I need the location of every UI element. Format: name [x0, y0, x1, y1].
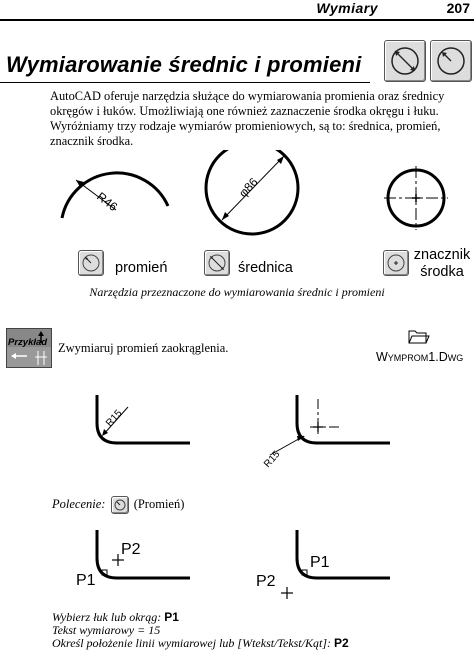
- center-mark-tool-label: [412, 247, 472, 281]
- command-prompts: [52, 611, 349, 650]
- prompt-1-text: Wybierz łuk lub okrąg:: [52, 610, 162, 624]
- diameter-icon: [431, 41, 471, 81]
- diameter-tool-icon-large: [430, 40, 472, 82]
- example-badge-label: Przykład: [8, 337, 48, 348]
- fillet-left-shape-2: [97, 530, 190, 578]
- prompt-line-2: Tekst wymiarowy = 15: [52, 623, 161, 637]
- radius-tool-label: promień: [115, 260, 168, 276]
- radius-small-icon: [79, 251, 103, 275]
- command-line: [52, 496, 184, 514]
- chapter-title: Wymiary: [316, 0, 378, 16]
- radius-tool-icon-large: [384, 40, 426, 82]
- prompt-3-value: P2: [333, 636, 349, 650]
- radial-dimensions-figure: [0, 150, 474, 250]
- left-dimension-text: R15: [104, 408, 125, 430]
- example-file-name: Wymprom1.Dwg: [376, 350, 464, 364]
- center-mark-tool-button[interactable]: [383, 250, 409, 276]
- left-p2-label: P2: [121, 541, 141, 558]
- right-p1-label: P1: [310, 554, 330, 571]
- radius-icon: [385, 41, 425, 81]
- diameter-small-icon: [205, 251, 229, 275]
- figure-caption: Narzędzia przeznaczone do wymiarowania średnic i promieni: [89, 285, 385, 299]
- example-instruction: Zwymiaruj promień zaokrąglenia.: [58, 341, 229, 355]
- fillet-dimension-figure: [0, 385, 474, 480]
- diameter-tool-button[interactable]: [204, 250, 230, 276]
- section-title: Wymiarowanie średnic i promieni: [6, 52, 362, 77]
- center-mark-small-icon: [384, 251, 408, 275]
- fillet-right-shape: [297, 395, 390, 443]
- center-mark-label-line2: środka: [420, 264, 464, 280]
- diameter-tool-label: średnica: [238, 260, 293, 276]
- radius-dimension-text: R46: [94, 189, 121, 214]
- prompt-3-text: Określ położenie linii wymiarowej lub [Wtekst/Tekst/Kąt]:: [52, 636, 331, 650]
- prompt-line-3: [52, 637, 349, 650]
- prompt-1-value: P1: [164, 610, 179, 624]
- example-badge-icon: [7, 329, 51, 367]
- header-rule: [0, 19, 474, 21]
- pick-points-figure: [0, 520, 474, 610]
- title-rule: [0, 82, 370, 83]
- intro-paragraph: AutoCAD oferuje narzędzia służące do wymiarowania promienia oraz średnicy okręgów i łuków. Umożliwiają one również zaznaczenie środka okręgu i łuku. Wyróżniamy trzy rodzaje wymiarów promieniowych, są to: średnica, promień, znacznik środka.: [50, 89, 445, 148]
- right-dimension-text: R15: [262, 449, 283, 471]
- left-p1-label: P1: [76, 572, 96, 589]
- command-radius-button[interactable]: [111, 496, 129, 514]
- right-p2-label: P2: [256, 573, 276, 590]
- center-mark-label-line1: znacznik: [413, 247, 471, 263]
- arc-shape: [62, 173, 168, 218]
- command-value: (Promień): [133, 496, 185, 511]
- folder-icon: [408, 328, 430, 346]
- example-badge: [6, 328, 52, 368]
- command-label: Polecenie:: [52, 496, 106, 511]
- diameter-dimension-text: φ86: [235, 175, 261, 201]
- command-radius-icon: [112, 497, 128, 513]
- page-number: 207: [446, 0, 470, 16]
- radius-tool-button[interactable]: [78, 250, 104, 276]
